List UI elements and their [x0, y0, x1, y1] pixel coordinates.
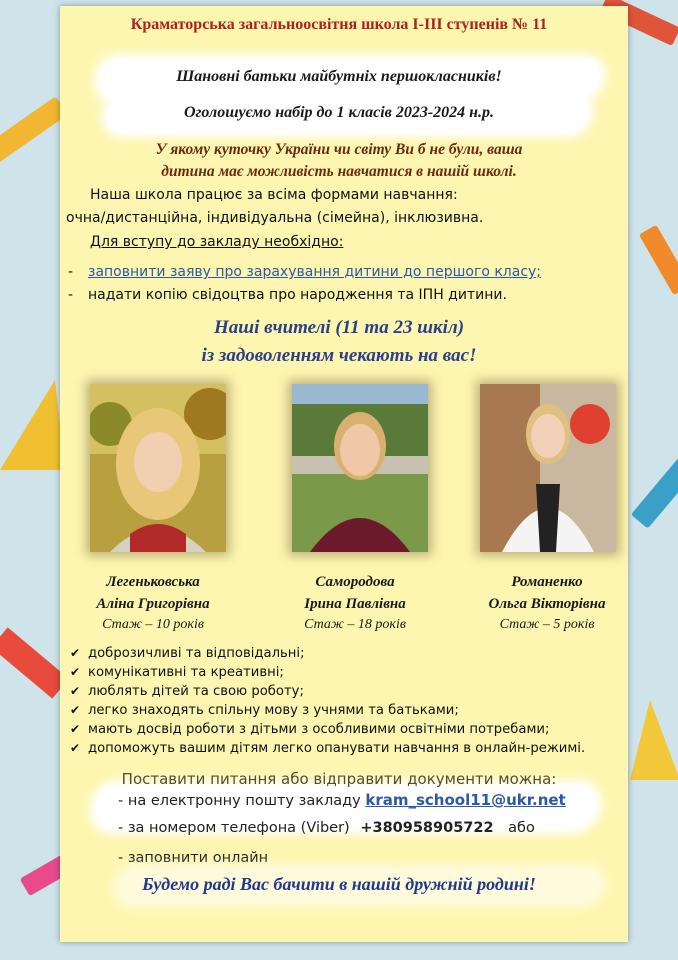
phone-number[interactable]: +380958905722 — [360, 820, 494, 836]
check-icon: ✔ — [70, 646, 81, 660]
quality-text: доброзичливі та відповідальні; — [88, 646, 305, 661]
quality-item — [70, 722, 549, 737]
quality-text: допоможуть вашим дітям легко опанувати навчання в онлайн-режимі. — [88, 741, 586, 756]
footer-text: Будемо раді Вас бачити в нашій дружній родині! — [142, 874, 536, 894]
check-icon: ✔ — [70, 703, 81, 717]
requirement-bullet: - — [68, 264, 74, 280]
teacher-3-stazh: Стаж – 5 років — [499, 617, 595, 632]
quality-item — [70, 665, 284, 680]
teacher-2-surname: Самородова — [315, 574, 395, 590]
quality-item — [70, 741, 585, 756]
check-icon: ✔ — [70, 665, 81, 679]
quality-item — [70, 703, 459, 718]
requirements-heading: Для вступу до закладу необхідно: — [90, 234, 344, 250]
forms-line-2: очна/дистанційна, індивідуальна (сімейна), інклюзивна. — [66, 210, 484, 226]
requirement-bullet: - — [68, 287, 74, 303]
requirement-1 — [68, 264, 628, 280]
quality-item — [70, 684, 304, 699]
teacher-2-stazh: Стаж – 18 років — [304, 617, 406, 632]
teacher-3-surname: Романенко — [511, 574, 583, 590]
background-triangle-left — [0, 380, 65, 470]
background-pencil-right — [631, 453, 678, 528]
requirement-text: надати копію свідоцтва про народження та ІПН дитини. — [88, 287, 507, 303]
background-crayon-right — [639, 225, 678, 296]
teacher-photo-2 — [292, 384, 428, 552]
greeting-line-1: Шановні батьки майбутніх першокласників! — [176, 68, 502, 85]
quality-text: мають досвід роботи з дітьми з особливими освітніми потребами; — [88, 722, 550, 737]
check-icon: ✔ — [70, 741, 81, 755]
background-ruler-left — [0, 627, 69, 698]
email-link[interactable]: kram_school11@ukr.net — [365, 791, 566, 809]
greeting-line-2: Оголошуємо набір до 1 класів 2023-2024 н.р. — [183, 104, 495, 121]
question-line-1: У якому куточку України чи світу Ви б не були, ваша — [155, 141, 523, 158]
email-prefix: - на електронну пошту закладу — [118, 793, 361, 809]
check-icon: ✔ — [70, 684, 81, 698]
contacts-online-line[interactable]: - заповнити онлайн — [118, 850, 269, 866]
contacts-phone-line — [118, 820, 638, 836]
quality-text: комунікативні та креативні; — [88, 665, 284, 680]
teacher-3-given-name: Ольга Вікторівна — [488, 596, 606, 612]
application-link[interactable]: заповнити заяву про зарахування дитини до першого класу; — [88, 264, 542, 280]
teacher-photo-3 — [480, 384, 616, 552]
background-triangle-right — [630, 700, 678, 780]
teacher-1-stazh: Стаж – 10 років — [102, 617, 204, 632]
quality-item — [70, 646, 305, 661]
teacher-1-surname: Легеньковська — [106, 574, 200, 590]
check-icon: ✔ — [70, 722, 81, 736]
quality-text: люблять дітей та свою роботу; — [88, 684, 304, 699]
contacts-email-line — [118, 791, 638, 809]
phone-suffix: або — [508, 820, 535, 836]
forms-line-1: Наша школа працює за всіма формами навчання: — [90, 187, 458, 203]
phone-prefix: - за номером телефона (Viber) — [118, 820, 350, 836]
question-line-2: дитина має можливість навчатися в нашій школі. — [161, 163, 517, 180]
teachers-heading-line-2: із задоволенням чекають на вас! — [201, 345, 477, 366]
contacts-intro: Поставити питання або відправити документи можна: — [121, 770, 557, 788]
teacher-photo-1 — [90, 384, 226, 552]
teacher-2-given-name: Ірина Павлівна — [304, 596, 406, 612]
school-title: Краматорська загальноосвітня школа І-ІІІ ступенів № 11 — [130, 16, 548, 33]
quality-text: легко знаходять спільну мову з учнями та батьками; — [88, 703, 459, 718]
teacher-1-given-name: Аліна Григорівна — [96, 596, 210, 612]
requirement-2 — [68, 287, 628, 303]
teachers-heading-line-1: Наші вчителі (11 та 23 шкіл) — [213, 317, 465, 338]
